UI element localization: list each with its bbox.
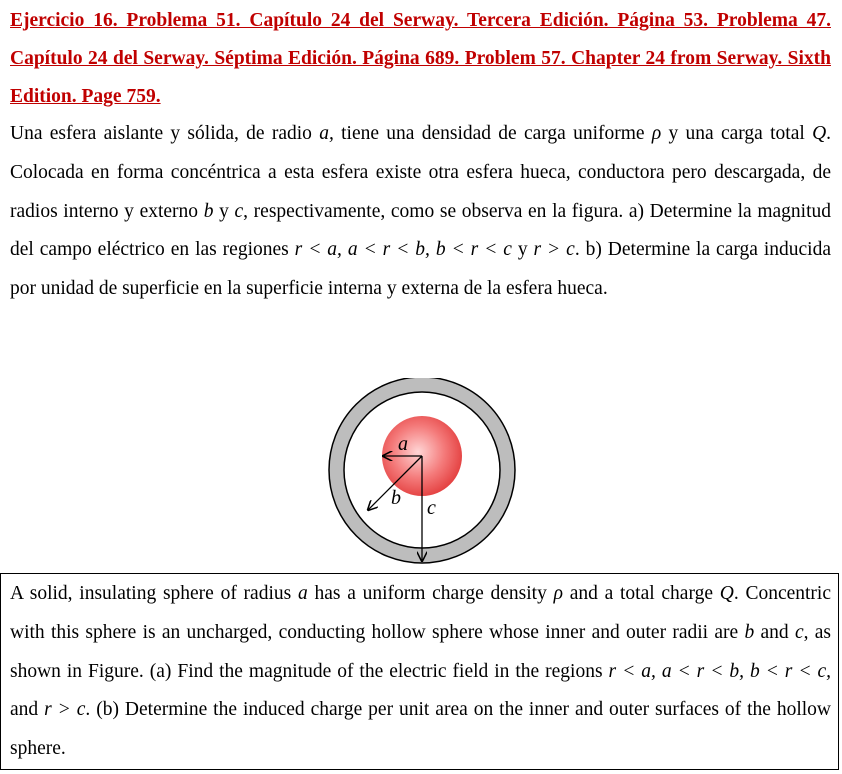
text-segment: and [754,621,795,643]
problem-heading: Ejercicio 16. Problema 51. Capítulo 24 del Serway. Tercera Edición. Página 53. Problema 47. Capítulo 24 del Serway. Séptima Edición. Página 689. Problem 57. Chapter 24 from Serway. Sixth Edition. Page 759. [10,10,831,107]
label-a: a [398,433,408,455]
text-segment: y una carga total [661,123,813,144]
text-segment: . Concentric with this sphere is an uncharged, conducting hollow sphere whose inner and outer radii are [10,583,831,643]
var-rho: ρ [651,123,662,144]
var-b: b [744,621,755,643]
concentric-spheres-figure [312,378,536,566]
text-segment: A solid, insulating sphere of radius [10,583,298,604]
text-segment: , respectivamente, como se observa en la figura. a) Determine la magnitud del campo eléctrico en las regiones [10,200,831,261]
text-segment: has a uniform charge density [307,583,554,604]
text-segment: , as shown in Figure. (a) Find the magnitude of the electric field in the regions [10,621,832,682]
var-b: b [203,200,214,222]
region-expression: r < a, a < r < b, b < r [294,239,479,261]
text-segment: and [10,699,45,721]
var-rho: ρ [553,583,563,604]
label-b: b [391,487,401,509]
label-c: c [427,497,436,519]
var-a: a [297,583,308,604]
var-c: c [794,621,804,643]
var-Q: Q [812,123,827,144]
var-Q: Q [719,583,734,604]
region-expression: r > c [44,699,86,721]
region-expression: r > c [533,239,575,261]
var-c: c [234,200,244,222]
text-segment: y [213,200,235,222]
text-segment: . b) Determine la carga inducida por unidad de superficie en la superficie interna y externa de la esfera hueca. [10,239,831,300]
var-a: a, [319,123,334,144]
region-expression: < c [484,239,512,261]
text-segment: tiene una densidad de carga uniforme [333,123,652,144]
text-segment: y [511,239,534,261]
text-segment: Una esfera aislante y sólida, de radio [10,123,320,144]
spanish-statement [10,115,831,309]
text-segment: . Colocada en forma concéntrica a esta esfera existe otra esfera hueca, conductora pero descargada, de radios interno y externo [10,123,832,222]
english-statement [10,575,831,769]
text-segment: and a total charge [562,583,720,604]
text-segment: . (b) Determine the induced charge per unit area on the inner and outer surfaces of the hollow sphere. [10,699,832,760]
region-expression: r < a, a < r < b, b < r < c, [608,660,832,682]
